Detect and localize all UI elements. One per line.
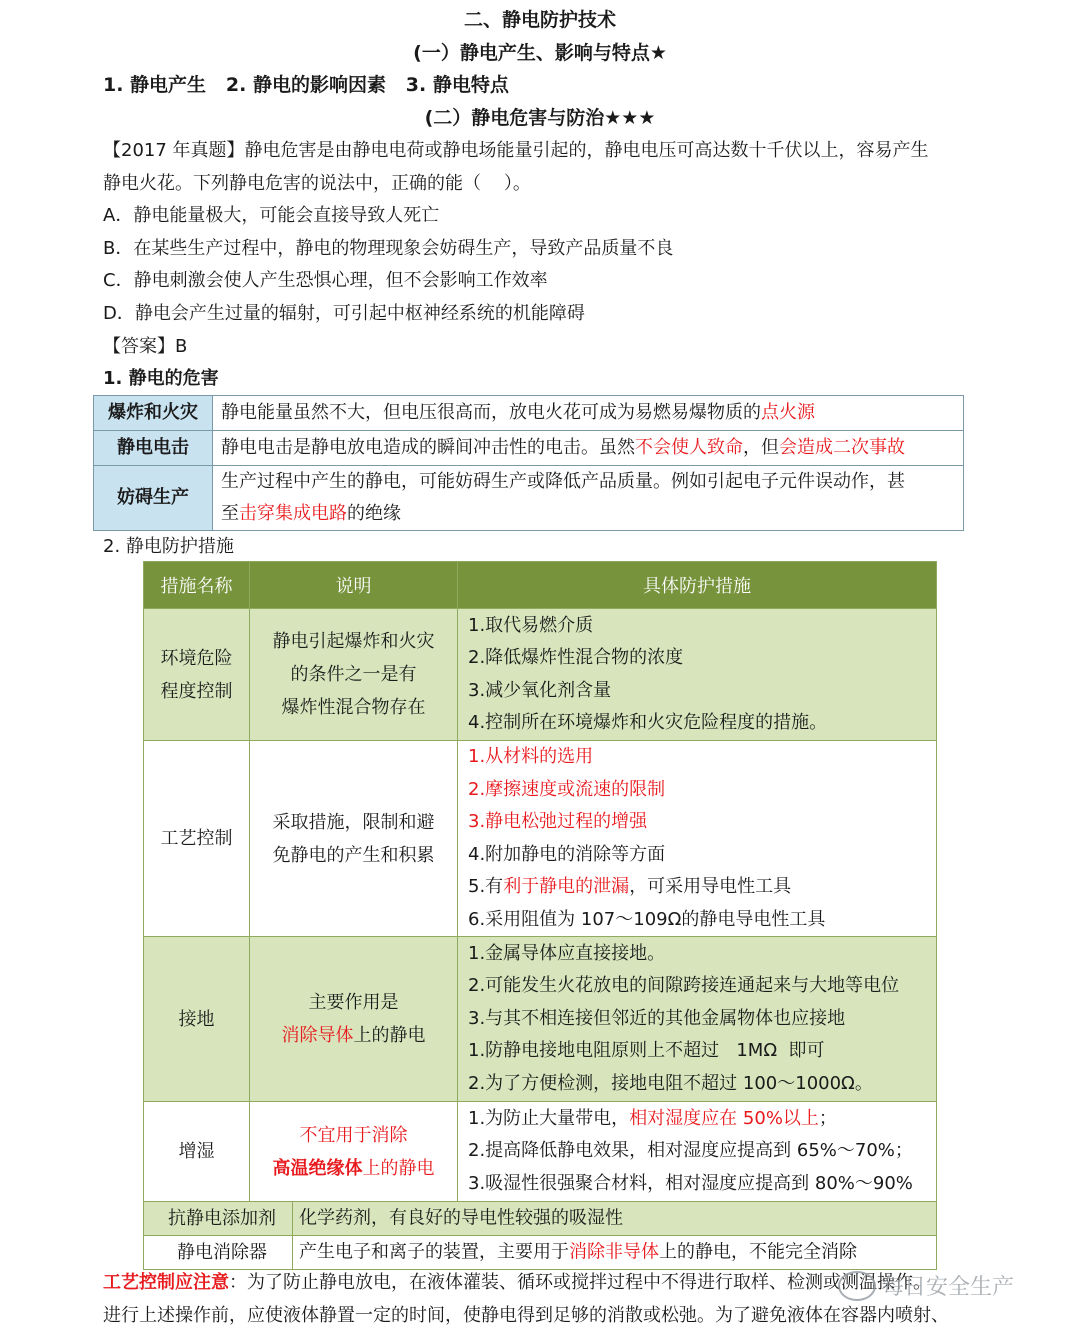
hazard-highlight: 击穿集成电路 [239, 503, 347, 524]
hazard-text: ，但 [743, 437, 779, 458]
table-row [144, 1102, 937, 1202]
measure-desc: 静电引起爆炸和火灾 的条件之一是有 爆炸性混合物存在 [250, 609, 458, 741]
hazard-desc [213, 431, 964, 466]
wechat-icon [838, 1271, 876, 1301]
measures-title: 2. 静电防护措施 [103, 536, 234, 557]
option-a: A．静电能量极大，可能会直接导致人死亡 [103, 205, 440, 226]
hazard-highlight: 点火源 [761, 402, 815, 423]
measure-highlight: 消除非导体 [569, 1241, 659, 1263]
measure-items: 1.为防止大量带电，相对湿度应在 50%以上； 2.提高降低静电效果，相对湿度应提高到 65%～70%； 3.吸湿性很强聚合材料，相对湿度应提高到 80%～90% [458, 1102, 937, 1202]
watermark [838, 1268, 1048, 1308]
table-row [144, 1236, 937, 1270]
question-stem [103, 137, 929, 165]
measure-name: 环境危险 程度控制 [144, 609, 250, 741]
measure-items: 1.从材料的选用 2.摩擦速度或流速的限制 3.静电松弛过程的增强 4.附加静电的消除等方面 5.有利于静电的泄漏，可采用导电性工具 6.采用阻值为 107～109Ω的静电导电性工具 [458, 741, 937, 937]
note-label: 工艺控制应注意 [103, 1272, 229, 1293]
hazard-text: 静电能量虽然不大，但电压很高而，放电火花可成为易燃易爆物质的 [221, 402, 761, 423]
measure-items: 1.取代易燃介质 2.降低爆炸性混合物的浓度 3.减少氧化剂含量 4.控制所在环境爆炸和火灾危险程度的措施。 [458, 609, 937, 741]
table-row [144, 741, 937, 937]
hazard-text: 的绝缘 [347, 503, 401, 524]
question-source: 【2017 年真题】 [103, 140, 245, 161]
hazard-highlight: 会造成二次事故 [779, 437, 905, 458]
measure-desc: 不宜用于消除 高温绝缘体上的静电 [250, 1102, 458, 1202]
topic-list: 1. 静电产生 2. 静电的影响因素 3. 静电特点 [103, 74, 509, 96]
option-d: D．静电会产生过量的辐射，可引起中枢神经系统的机能障碍 [103, 303, 585, 324]
measure-name: 增湿 [144, 1102, 250, 1202]
measure-name: 接地 [144, 937, 250, 1102]
note-line1 [103, 1269, 931, 1297]
subsection-title-1: (一）静电产生、影响与特点★ [413, 42, 667, 64]
measure-name: 静电消除器 [177, 1241, 267, 1263]
question-stem-line1: 静电危害是由静电电荷或静电场能量引起的，静电电压可高达数十千伏以上，容易产生 [244, 140, 929, 161]
header-description: 说明 [250, 562, 458, 609]
measure-items: 1.金属导体应直接接地。 2.可能发生火花放电的间隙跨接连通起来与大地等电位 3.与其不相连接但邻近的其他金属物体也应接地 1.防静电接地电阻原则上不超过 1MΩ 即可 2.为了方便检测，接地电阻不超过 100～1000Ω。 [458, 937, 937, 1102]
table-row [94, 466, 964, 531]
hazard-desc [213, 396, 964, 431]
table-header-row [144, 562, 937, 609]
hazard-name: 静电电击 [94, 431, 213, 466]
measures-table [143, 561, 937, 1270]
header-specific-measures: 具体防护措施 [458, 562, 937, 609]
measure-desc: 采取措施，限制和避 免静电的产生和积累 [250, 741, 458, 937]
question-stem-line2: 静电火花。下列静电危害的说法中，正确的能（ ）。 [103, 173, 531, 194]
table-row [144, 937, 937, 1102]
answer: 【答案】B [103, 336, 188, 357]
hazard-text: 至 [221, 503, 239, 524]
hazard-name: 妨碍生产 [94, 466, 213, 531]
subsection-title-2: (二）静电危害与防治★★★ [424, 107, 656, 129]
hazard-desc [213, 466, 964, 531]
note-line2: 进行上述操作前，应使液体静置一定的时间，使静电得到足够的消散或松弛。为了避免液体在容器内喷射、 [103, 1305, 949, 1326]
hazards-title: 1. 静电的危害 [103, 368, 219, 389]
hazard-text: 静电电击是静电放电造成的瞬间冲击性的电击。虽然 [221, 437, 635, 458]
measure-additive [144, 1202, 937, 1236]
measure-desc: 产生电子和离子的装置，主要用于 [299, 1241, 569, 1263]
hazard-name: 爆炸和火灾 [94, 396, 213, 431]
measure-desc: 化学药剂，有良好的导电性较强的吸湿性 [299, 1207, 623, 1229]
measure-eliminator [144, 1236, 937, 1270]
table-row [144, 1202, 937, 1236]
hazard-text: 生产过程中产生的静电，可能妨碍生产或降低产品质量。例如引起电子元件误动作，甚 [221, 471, 905, 492]
header-measure-name: 措施名称 [144, 562, 250, 609]
option-b: B．在某些生产过程中，静电的物理现象会妨碍生产，导致产品质量不良 [103, 238, 674, 259]
measure-name: 工艺控制 [144, 741, 250, 937]
table-row [144, 609, 937, 741]
measure-name: 抗静电添加剂 [168, 1207, 276, 1229]
note-text: ：为了防止静电放电，在液体灌装、循环或搅拌过程中不得进行取样、检测或测温操作。 [229, 1272, 931, 1293]
option-c: C．静电刺激会使人产生恐惧心理，但不会影响工作效率 [103, 270, 548, 291]
section-title: 二、静电防护技术 [463, 9, 616, 31]
watermark-text: 每日安全生产 [882, 1275, 1015, 1300]
measure-desc: 主要作用是 消除导体上的静电 [250, 937, 458, 1102]
measure-desc: 上的静电，不能完全消除 [659, 1241, 857, 1263]
table-row [94, 431, 964, 466]
table-row [94, 396, 964, 431]
hazards-table [93, 395, 964, 531]
hazard-highlight: 不会使人致命 [635, 437, 743, 458]
